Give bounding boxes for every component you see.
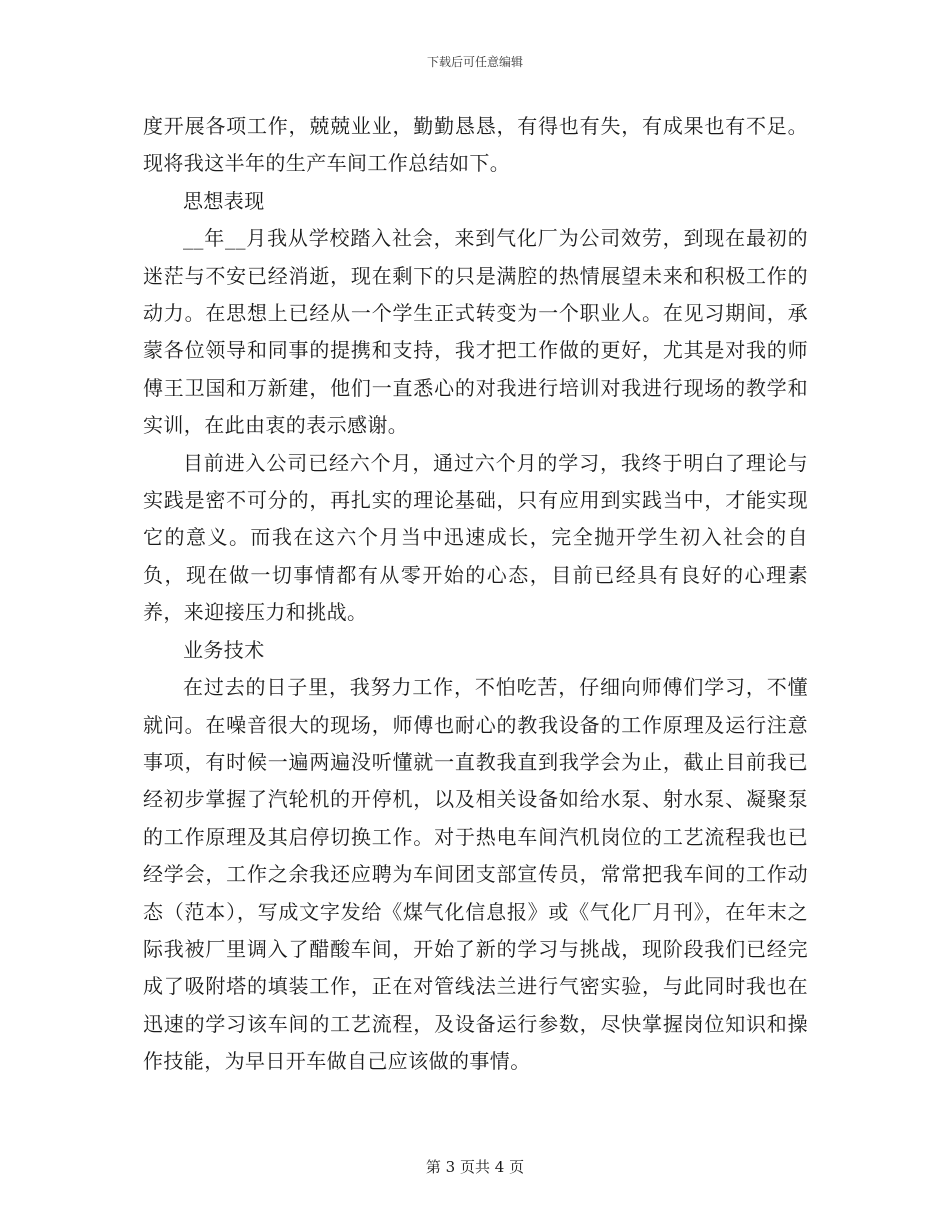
section-heading-skills: 业务技术 — [183, 637, 265, 662]
page-header: 下载后可任意编辑 — [426, 55, 523, 69]
paragraph-thought-1: __年__月我从学校踏入社会，来到气化厂为公司效劳，到现在最初的迷茫与不安已经消逝，现在剩下的只是满腔的热情展望未来和积极工作的动力。在思想上已经从一个学生正式转变为一个职业人。在见习期间，承蒙各位领导和同事的提携和支持，我才把工作做的更好，尤其是对我的师傅王卫国和万新建，他们一直悉心的对我进行培训对我进行现场的教学和实训，在此由衷的表示感谢。 — [143, 226, 808, 438]
page-number: 第 3 页共 4 页 — [425, 1158, 525, 1176]
paragraph-skills-1: 在过去的日子里，我努力工作，不怕吃苦，仔细向师傅们学习，不懂就问。在噪音很大的现场，师傅也耐心的教我设备的工作原理及运行注意事项，有时候一遍两遍没听懂就一直教我直到我学会为止，截止目前我已经初步掌握了汽轮机的开停机，以及相关设备如给水泵、射水泵、凝聚泵的工作原理及其启停切换工作。对于热电车间汽机岗位的工艺流程我也已经学会，工作之余我还应聘为车间团支部宣传员，常常把我车间的工作动态（范本），写成文字发给《煤气化信息报》或《气化厂月刊》，在年末之际我被厂里调入了醋酸车间，开始了新的学习与挑战，现阶段我们已经完成了吸附塔的填装工作，正在对管线法兰进行气密实验，与此同时我也在迅速的学习该车间的工艺流程，及设备运行参数，尽快掌握岗位知识和操作技能，为早日开车做自己应该做的事情。 — [143, 675, 808, 1074]
paragraph-continuation: 度开展各项工作，兢兢业业，勤勤恳恳，有得也有失，有成果也有不足。现将我这半年的生产车间工作总结如下。 — [143, 114, 808, 176]
paragraph-thought-2: 目前进入公司已经六个月，通过六个月的学习，我终于明白了理论与实践是密不可分的，再扎实的理论基础，只有应用到实践当中，才能实现它的意义。而我在这六个月当中迅速成长，完全抛开学生初入社会的自负，现在做一切事情都有从零开始的心态，目前已经具有良好的心理素养，来迎接压力和挑战。 — [143, 450, 808, 625]
document-body — [143, 108, 808, 1081]
section-heading-thought: 思想表现 — [183, 188, 265, 213]
